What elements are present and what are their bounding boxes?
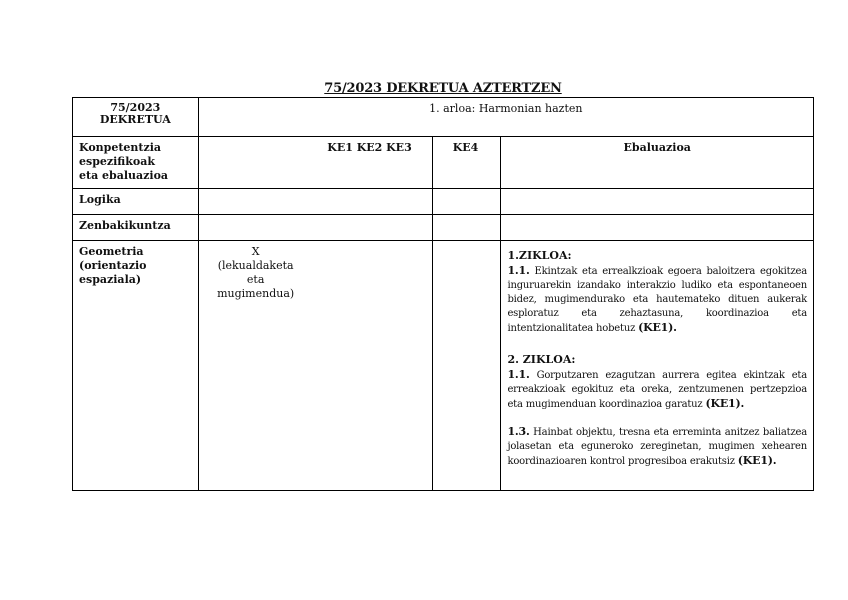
- table-row: [73, 189, 814, 215]
- table-row: [73, 215, 814, 241]
- ke4-header-cell: KE4: [432, 137, 501, 189]
- empty-cell: [432, 215, 501, 241]
- row-label-logika: Logika: [73, 189, 199, 215]
- area-cell: 1. arloa: Harmonian hazten: [198, 98, 813, 137]
- decree-analysis-table: [72, 97, 814, 491]
- criterion-ke: (KE1).: [737, 454, 777, 467]
- criterion-number: 1.1.: [507, 264, 530, 277]
- decree-label-cell: 75/2023 DEKRETUA: [73, 98, 199, 137]
- criterion-paragraph: [507, 425, 807, 469]
- ke-mark: X (lekualdaketa eta mugimendua): [217, 245, 295, 300]
- cycle-title: 1.ZIKLOA:: [507, 249, 572, 262]
- empty-cell: [198, 189, 432, 215]
- evaluation-header-cell: Ebaluazioa: [501, 137, 814, 189]
- empty-cell: [198, 215, 432, 241]
- table-subheader-row: [73, 137, 814, 189]
- empty-cell: [432, 241, 501, 491]
- criterion-paragraph: [507, 264, 807, 336]
- table-header-row: [73, 98, 814, 137]
- ke123-header-cell: KE1 KE2 KE3: [198, 137, 432, 189]
- empty-cell: [501, 215, 814, 241]
- row-label-zenbakikuntza: Zenbakikuntza: [73, 215, 199, 241]
- cycle-title: 2. ZIKLOA:: [507, 353, 576, 366]
- criterion-ke: (KE1).: [638, 321, 677, 334]
- empty-cell: [501, 189, 814, 215]
- evaluation-cell: [501, 241, 814, 491]
- criterion-text: Hainbat objektu, tresna eta erreminta anitzez baliatzea jolasetan eta eguneroko zereginetan, mugimen xehearen koordinazioaren kontrol progresiboa erakutsiz: [507, 427, 807, 467]
- criterion-ke: (KE1).: [705, 397, 745, 410]
- empty-cell: [432, 189, 501, 215]
- row-label-geometria: Geometria (orientazio espaziala): [73, 241, 199, 491]
- competencies-label-cell: Konpetentzia espezifikoak eta ebaluazioa: [73, 137, 199, 189]
- document-title: 75/2023 DEKRETUA AZTERTZEN: [324, 81, 562, 96]
- criterion-paragraph: [507, 368, 807, 412]
- criterion-number: 1.1.: [507, 368, 530, 381]
- criterion-number: 1.3.: [507, 425, 530, 438]
- criterion-text: Gorputzaren ezagutzan aurrera egitea ekintzak eta erreakzioak egokituz eta oreka, zentzumenen pertzepzioa eta mugimenduan koordinazioa garatuz: [507, 370, 807, 410]
- table-row: [73, 241, 814, 491]
- criterion-text: Ekintzak eta errealkzioak egoera baloitzera egokitzea inguruarekin izandako interakzio ludiko eta espontaneoen bidez, mugimendurako eta hautemateko dituen aukerak esploratuz eta zehaztasuna, koordinazioa eta intentzionalitatea hobetuz: [507, 266, 807, 334]
